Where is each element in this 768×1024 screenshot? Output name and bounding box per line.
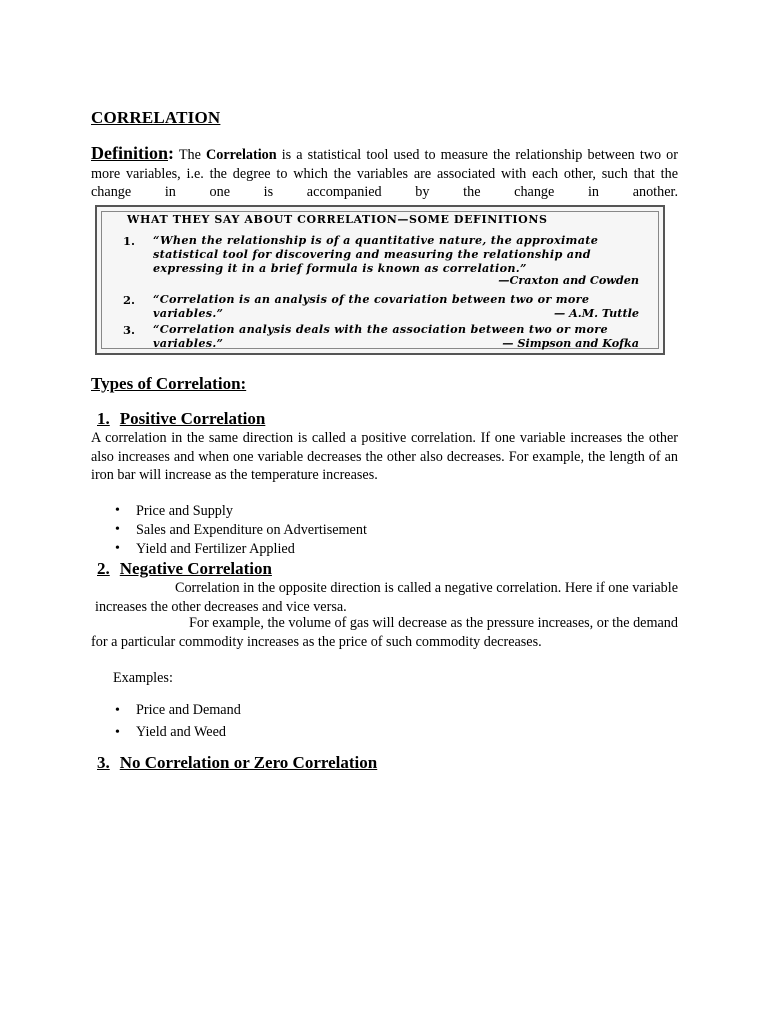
list-item: • Yield and Fertilizer Applied bbox=[109, 540, 509, 559]
section-title: Negative Correlation bbox=[119, 559, 272, 578]
examples-label: Examples: bbox=[113, 670, 173, 686]
quote-text: “Correlation analysis deals with the association between two or more variables.” bbox=[153, 322, 608, 350]
positive-examples-list bbox=[109, 502, 509, 558]
definition-intro: The bbox=[174, 147, 206, 163]
section-number: 1. bbox=[97, 409, 110, 428]
definition-term: Correlation bbox=[205, 147, 277, 163]
list-item: • Yield and Weed bbox=[109, 722, 509, 744]
types-heading: Types of Correlation: bbox=[91, 374, 247, 393]
quote-box-heading: WHAT THEY SAY ABOUT CORRELATION—SOME DEFINITIONS bbox=[127, 213, 548, 226]
negative-paragraph-2: For example, the volume of gas will decrease as the pressure increases, or the demand for a particular commodity increases as the price of such commodity decreases. bbox=[91, 615, 678, 650]
quote-author: —Craxton and Cowden bbox=[498, 273, 639, 287]
definition-paragraph bbox=[91, 144, 678, 202]
section-title: No Correlation or Zero Correlation bbox=[119, 753, 378, 772]
negative-paragraph-1: Correlation in the opposite direction is called a negative correlation. Here if one variable increases the other decreases and vice versa. bbox=[95, 580, 678, 615]
section-number: 2. bbox=[97, 559, 110, 578]
quote-number: 3. bbox=[123, 323, 136, 337]
positive-correlation-heading bbox=[97, 409, 265, 429]
quote-text: “When the relationship is of a quantitative nature, the approximate statistical tool for discovering and measuring the relationship and expressing it in a brief formula is known as correlation.” bbox=[153, 233, 599, 275]
list-item: • Price and Supply bbox=[109, 502, 509, 521]
quote-number: 2. bbox=[123, 293, 136, 307]
quote-author: — Simpson and Kofka bbox=[502, 336, 639, 350]
negative-correlation-heading bbox=[97, 559, 272, 579]
negative-examples-list bbox=[109, 700, 509, 743]
quote-author: — A.M. Tuttle bbox=[554, 306, 639, 320]
definition-label: Definition: bbox=[91, 143, 175, 163]
quote-text: “Correlation is an analysis of the covariation between two or more variables.” bbox=[153, 292, 590, 320]
list-item: • Price and Demand bbox=[109, 700, 509, 722]
definition-text: is a statistical tool used to measure the relationship between two or more variables, i.e. the degree to which the variables are associated with each other, such that the change in one is accompanied by the change in another. bbox=[91, 147, 678, 200]
definitions-quote-image bbox=[95, 205, 665, 355]
zero-correlation-heading bbox=[97, 753, 377, 773]
section-number: 3. bbox=[97, 753, 110, 772]
section-title: Positive Correlation bbox=[119, 409, 266, 428]
list-item: • Sales and Expenditure on Advertisement bbox=[109, 521, 509, 540]
positive-paragraph: A correlation in the same direction is called a positive correlation. If one variable increases the other also increases and when one variable decreases the other also decreases. For example, the length of an iron bar will increase as the temperature increases. bbox=[91, 430, 678, 483]
quote-number: 1. bbox=[123, 234, 136, 248]
page-title: CORRELATION bbox=[91, 108, 221, 127]
